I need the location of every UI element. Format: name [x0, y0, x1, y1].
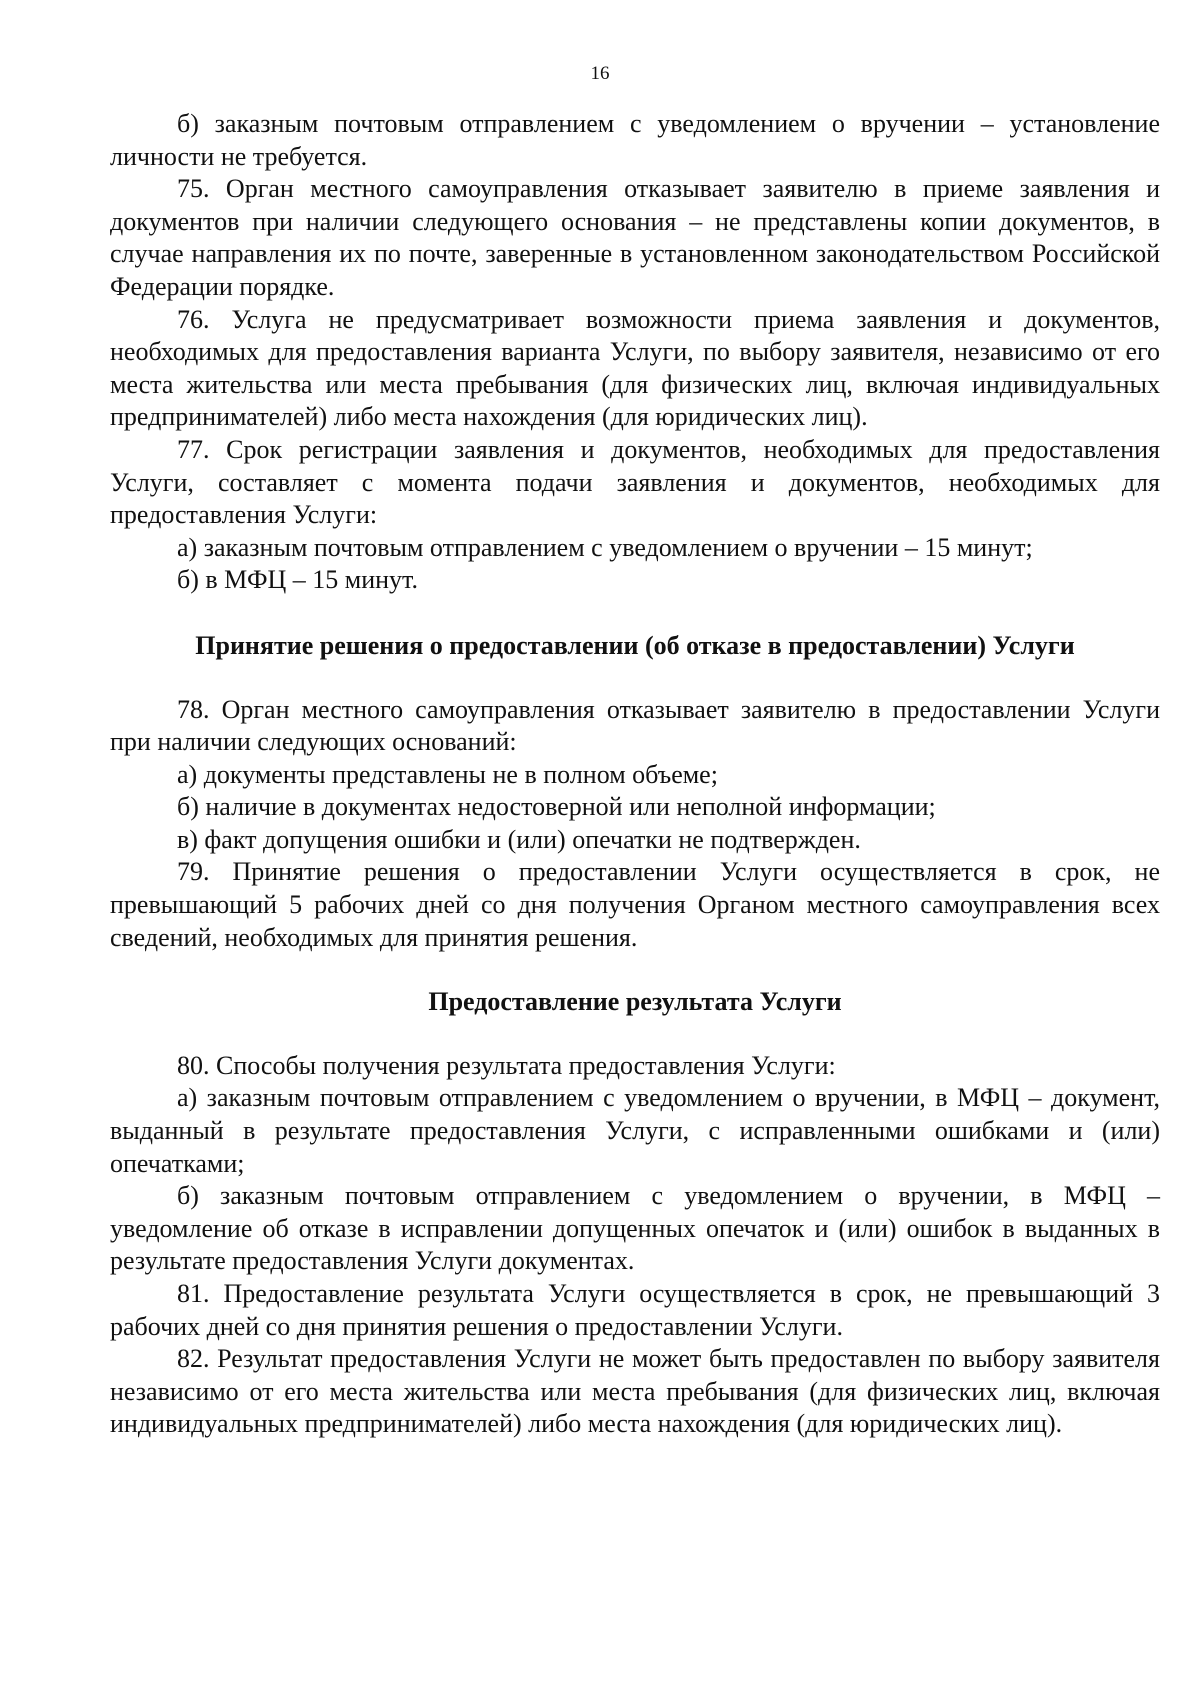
- paragraph-item-b-no-id: б) заказным почтовым отправлением с уведомлением о вручении – установление личности не требуется.: [110, 109, 1160, 171]
- paragraph-78: 78. Орган местного самоуправления отказывает заявителю в предоставлении Услуги при наличии следующих оснований:: [110, 694, 1160, 757]
- paragraph-80-item-b: б) заказным почтовым отправлением с уведомлением о вручении, в МФЦ – уведомление об отказе в исправлении допущенных опечаток и (или) ошибок в выданных в результате предоставления Услуги документах.: [110, 1181, 1160, 1276]
- paragraph-75: 75. Орган местного самоуправления отказывает заявителю в приеме заявления и документов при наличии следующего основания – не представлены копии документов, в случае направления их по почте, заверенные в установленном законодательством Российской Федерации порядке.: [110, 174, 1160, 301]
- paragraph-78-item-c: в) факт допущения ошибки и (или) опечатки не подтвержден.: [177, 824, 861, 854]
- paragraph-78-item-a: а) документы представлены не в полном объеме;: [177, 759, 718, 789]
- paragraph-77-item-a: а) заказным почтовым отправлением с уведомлением о вручении – 15 минут;: [177, 532, 1033, 562]
- paragraph-81: 81. Предоставление результата Услуги осуществляется в срок, не превышающий 3 рабочих дней со дня принятия решения о предоставлении Услуги.: [110, 1279, 1160, 1341]
- paragraph-77: 77. Срок регистрации заявления и документов, необходимых для предоставления Услуги, составляет с момента подачи заявления и документов, необходимых для предоставления Услуги:: [110, 434, 1160, 530]
- paragraph-77-item-b: б) в МФЦ – 15 минут.: [177, 565, 418, 595]
- section-heading-decision: Принятие решения о предоставлении (об отказе в предоставлении) Услуги: [195, 630, 1075, 660]
- paragraph-76: 76. Услуга не предусматривает возможности приема заявления и документов, необходимых для предоставления варианта Услуги, по выбору заявителя, независимо от его места жительства или места пребывания (для физических лиц, включая индивидуальных предпринимателей) либо места нахождения (для юридических лиц).: [110, 304, 1160, 432]
- paragraph-80: 80. Способы получения результата предоставления Услуги:: [177, 1050, 836, 1080]
- section-heading-result: Предоставление результата Услуги: [428, 987, 842, 1017]
- paragraph-82: 82. Результат предоставления Услуги не может быть предоставлен по выбору заявителя независимо от его места жительства или места пребывания (для физических лиц, включая индивидуальных предпринимателей) либо места нахождения (для юридических лиц).: [110, 1344, 1160, 1439]
- page-number: 16: [590, 63, 610, 84]
- document-body: [110, 108, 1160, 1441]
- paragraph-79: 79. Принятие решения о предоставлении Услуги осуществляется в срок, не превышающий 5 рабочих дней со дня получения Органом местного самоуправления всех сведений, необходимых для принятия решения.: [110, 857, 1160, 952]
- paragraph-80-item-a: а) заказным почтовым отправлением с уведомлением о вручении, в МФЦ – документ, выданный в результате предоставления Услуги, с исправленными ошибками и (или) опечатками;: [110, 1083, 1160, 1178]
- paragraph-78-item-b: б) наличие в документах недостоверной или неполной информации;: [177, 792, 936, 822]
